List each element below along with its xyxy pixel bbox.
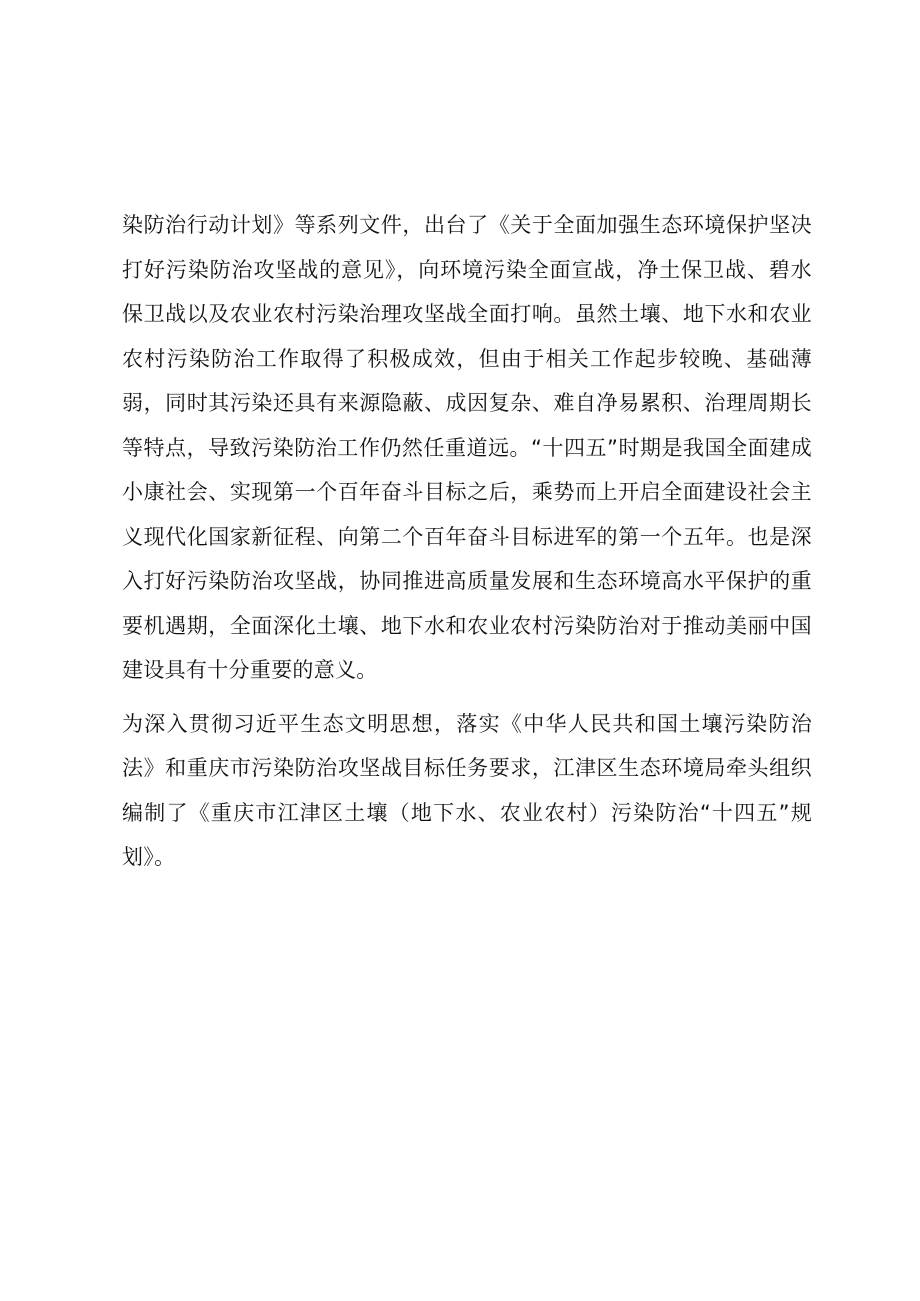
body-text bbox=[122, 203, 812, 880]
paragraph-purpose: 为深入贯彻习近平生态文明思想，落实《中华人民共和国土壤污染防治法》和重庆市污染防治攻坚战目标任务要求，江津区生态环境局牵头组织编制了《重庆市江津区土壤（地下水、农业农村）污染防治“十四五”规划》。 bbox=[122, 711, 812, 869]
paragraph-background: 染防治行动计划》等系列文件，出台了《关于全面加强生态环境保护坚决打好污染防治攻坚战的意见》，向环境污染全面宣战，净土保卫战、碧水保卫战以及农业农村污染治理攻坚战全面打响。虽然土壤、地下水和农业农村污染防治工作取得了积极成效，但由于相关工作起步较晚、基础薄弱，同时其污染还具有来源隐蔽、成因复杂、难自净易累积、治理周期长等特点，导致污染防治工作仍然任重道远。“十四五”时期是我国全面建成小康社会、实现第一个百年奋斗目标之后，乘势而上开启全面建设社会主义现代化国家新征程、向第二个百年奋斗目标进军的第一个五年。也是深入打好污染防治攻坚战，协同推进高质量发展和生态环境高水平保护的重要机遇期，全面深化土壤、地下水和农业农村污染防治对于推动美丽中国建设具有十分重要的意义。 bbox=[122, 213, 812, 682]
